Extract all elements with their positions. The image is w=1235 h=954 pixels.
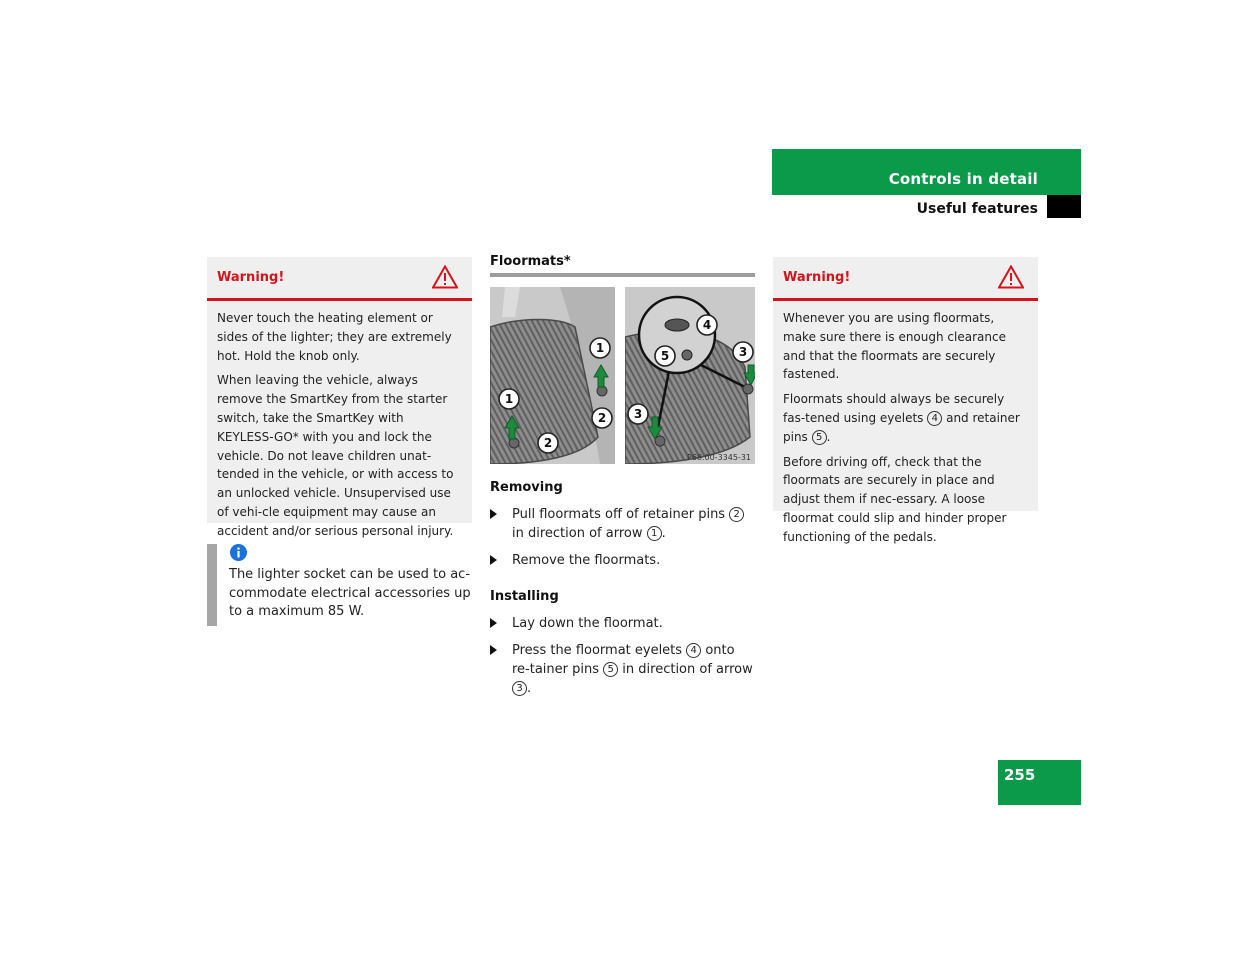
- chapter-title: Controls in detail: [888, 170, 1038, 188]
- svg-text:2: 2: [543, 436, 553, 450]
- info-bar: [207, 544, 217, 626]
- section-title-floormats: Floormats*: [490, 254, 571, 269]
- subtitle-tab-marker: [1047, 195, 1081, 218]
- warning-box-floormats: [773, 257, 1038, 544]
- callout-ref: 1: [647, 526, 662, 541]
- bullet-arrow-icon: [490, 645, 497, 655]
- callout-ref: 5: [812, 430, 827, 445]
- warning-label: Warning!: [783, 270, 851, 285]
- svg-text:2: 2: [597, 411, 607, 425]
- callout-ref: 5: [603, 662, 618, 677]
- removing-heading: Removing: [490, 480, 563, 495]
- info-text: The lighter socket can be used to ac-commodate electrical accessories up to a maximum 85 W.: [229, 567, 471, 619]
- callout-ref: 2: [729, 507, 744, 522]
- warning-paragraph: Whenever you are using floormats, make sure there is enough clearance and that the floormats are securely fastened.: [783, 311, 1006, 382]
- warning-label: Warning!: [217, 270, 285, 285]
- figure-code: P68.00-3345-31: [686, 453, 751, 462]
- warning-paragraph: Before driving off, check that the floormats are securely in place and adjust them if nec-essary. A loose floormat could slip and hinder proper functioning of the pedals.: [783, 454, 1007, 544]
- svg-text:3: 3: [633, 407, 643, 421]
- bullet-arrow-icon: [490, 555, 497, 565]
- svg-text:1: 1: [595, 341, 605, 355]
- page-number-box: [998, 760, 1081, 805]
- info-note: [207, 544, 472, 626]
- svg-text:3: 3: [738, 345, 748, 359]
- chapter-header: [772, 149, 1081, 195]
- info-icon: [230, 544, 247, 561]
- warning-paragraph: Never touch the heating element or sides of the lighter; they are extremely hot. Hold the knob only.: [217, 311, 452, 363]
- installing-step-1: Lay down the floormat.: [490, 614, 756, 633]
- warning-paragraph: When leaving the vehicle, always remove the SmartKey from the starter switch, take the SmartKey with KEYLESS-GO* with you and lock the vehicle. Do not leave children unat-tended in the vehicle, or with access to an unlocked vehicle. Unsupervised use of vehi-cle equipment may cause an accident and/or serious personal injury.: [217, 373, 454, 538]
- warning-header: [773, 257, 1038, 301]
- svg-text:5: 5: [660, 349, 670, 363]
- svg-text:1: 1: [504, 392, 514, 406]
- floormat-removal-illustration: [490, 287, 615, 464]
- page-number: 255: [1004, 766, 1036, 784]
- warning-triangle-icon: [432, 265, 458, 289]
- removing-step-2: Remove the floormats.: [490, 551, 756, 570]
- installing-heading: Installing: [490, 589, 559, 604]
- callout-5: [655, 346, 675, 366]
- warning-header: [207, 257, 472, 301]
- callout-ref: 4: [927, 411, 942, 426]
- callout-ref: 4: [686, 643, 701, 658]
- floormat-install-illustration: [625, 287, 755, 464]
- bullet-arrow-icon: [490, 509, 497, 519]
- callout-ref: 3: [512, 681, 527, 696]
- section-rule: [490, 273, 755, 277]
- callout-4: [697, 315, 717, 335]
- warning-paragraph: Floormats should always be securely fas-tened using eyelets 4 and retainer pins 5 .: [783, 392, 1020, 444]
- bullet-arrow-icon: [490, 618, 497, 628]
- warning-triangle-icon: [998, 265, 1024, 289]
- svg-text:4: 4: [702, 318, 712, 332]
- installing-step-2: Press the floormat eyelets 4 onto re-tainer pins 5 in direction of arrow 3 .: [490, 641, 756, 698]
- warning-box-lighter: [207, 257, 472, 538]
- section-subtitle: Useful features: [916, 201, 1038, 217]
- removing-step-1: Pull floormats off of retainer pins 2 in direction of arrow 1 .: [490, 505, 756, 543]
